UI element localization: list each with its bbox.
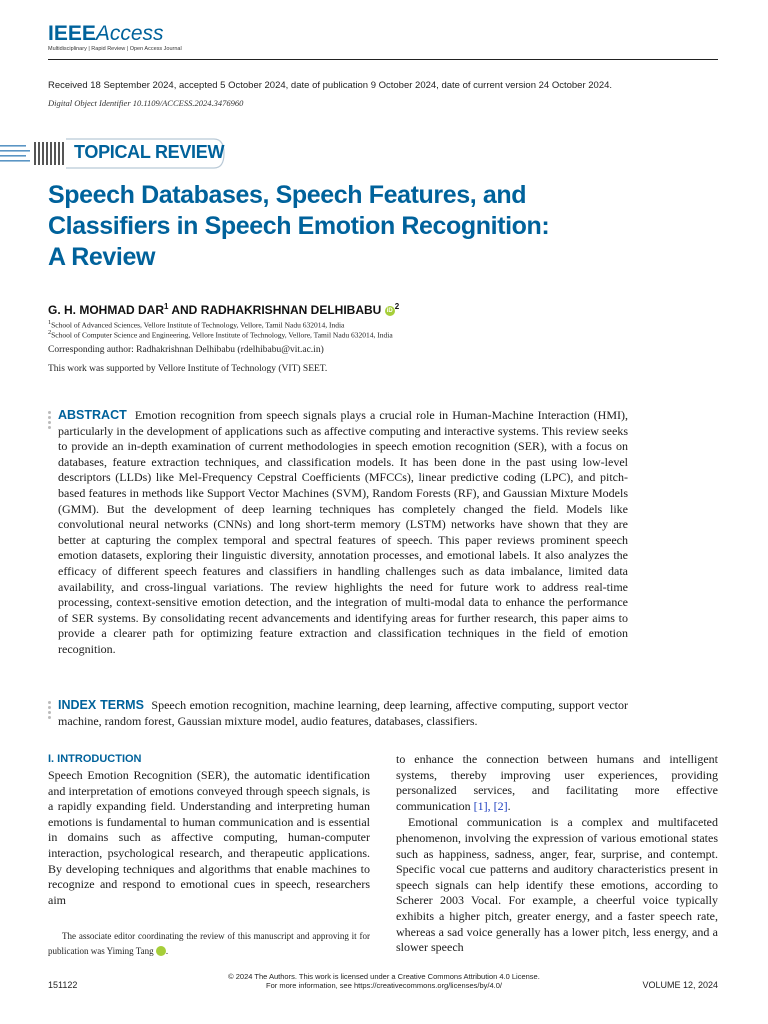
page-number: 151122 <box>48 980 78 990</box>
header-divider <box>48 59 718 60</box>
orcid-icon[interactable]: iD <box>156 946 166 956</box>
journal-logo <box>48 22 164 46</box>
citation-link[interactable]: [1], [2] <box>473 798 508 813</box>
affiliation: $^1$School of Advanced Sciences, Vellore Institute of Technology, Vellore, Tamil Nadu 632014, India <box>48 319 345 330</box>
review-type-label: TOPICAL REVIEW <box>74 142 225 162</box>
author-connector: AND <box>168 303 201 317</box>
index-terms-heading: INDEX TERMS <box>58 698 144 712</box>
logo-ieee: IEEE <box>48 22 96 45</box>
abstract-heading: ABSTRACT <box>58 408 127 422</box>
license-notice: © 2024 The Authors. This work is licensed under a Creative Commons Attribution 4.0 License. <box>228 972 540 981</box>
affiliation-marker: 1 <box>164 302 169 311</box>
funding-statement: This work was supported by Vellore Institute of Technology (VIT) SEET. <box>48 364 328 374</box>
paragraph: to enhance the connection between humans and intelligent systems, thereby improving user experiences, providing personalized services, and facilitating more effective communication [1], [2]. <box>396 752 718 813</box>
section-marker-icon <box>48 701 52 721</box>
author-name: RADHAKRISHNAN DELHIBABU <box>200 303 382 317</box>
body-text-right-column <box>396 752 718 956</box>
orcid-icon[interactable]: iD <box>386 308 393 314</box>
abstract-text: Emotion recognition from speech signals plays a crucial role in Human-Machine Interaction (HMI), particularly in the development of applications such as affective computing and interactive systems. This review seeks to provide an in-depth examination of current methodologies in speech emotion recognition (SER), with a focus on databases, feature extraction techniques, and classification models. It has been done in the past using low-level descriptors (LLDs) like Mel-Frequency Cepstral Coefficients (MFCCs), linear predictive coding (LPC), and pitch-based features in methods like Support Vector Machines (SVM), Random Forests (RF), and Gaussian Mixture Models (GMM). But the development of deep learning techniques has completely changed the field. Models like convolutional neural networks (CNNs) and long short-term memory (LSTM) networks have shown that they are better at capturing the complex temporal and spectral features of speech. This paper reviews prominent speech emotion datasets, exploring their linguistic diversity, annotation processes, and emotional labels. It also analyzes the efficacy of different speech features and classifiers in handling challenges such as data imbalance, limited data availability, and cross-lingual variations. The review highlights the need for future work to address real-time processing, context-sensitive emotion detection, and the integration of multi-modal data to enhance the performance of SER systems. By consolidating recent advancements and identifying areas for further research, this paper aims to provide a clearer path for optimizing feature extraction and classification techniques in the field of emotion recognition. <box>58 408 629 656</box>
author-list <box>48 302 399 317</box>
affiliation-marker: 2 <box>394 302 400 311</box>
doi: Digital Object Identifier 10.1109/ACCESS.2024.3476960 <box>48 98 244 108</box>
volume-label: VOLUME 12, 2024 <box>642 980 718 990</box>
body-text-left-column: Speech Emotion Recognition (SER), the automatic identification and interpretation of emotions conveyed through speech signals, is a rapidly expanding field. Understanding and interpreting human emotions is fundamental to human communication and is essential in domains such as affective computing, human-computer interaction, psychological research, and therapeutic applications. By developing techniques and algorithms that enable machines to recognize and respond to emotional cues in speech, researchers aim <box>48 768 370 907</box>
section-marker-icon <box>48 411 52 431</box>
abstract <box>58 408 628 658</box>
paragraph: Emotional communication is a complex and multifaceted phenomenon, involving the expression of various emotional states such as happiness, sadness, anger, fear, surprise, and contempt. Specific vocal cue patterns and auditory characteristics present in speech signals can help identify these emotions, according to Scherer 2003 Vocal. For example, a cheerful voice typically exhibits a higher pitch, greater energy, and a faster speech rate, whereas a sad voice generally has a lower pitch, less energy, and a slower speech <box>396 815 718 955</box>
author-name: G. H. MOHMAD DAR <box>48 303 164 317</box>
license-link[interactable]: For more information, see https://creativecommons.org/licenses/by/4.0/ <box>266 981 502 990</box>
editor-footnote: The associate editor coordinating the review of this manuscript and approving it for publication was Yiming Tang iD. <box>48 931 370 957</box>
section-heading: I. INTRODUCTION <box>48 753 142 765</box>
index-terms <box>58 698 628 729</box>
logo-tagline: Multidisciplinary | Rapid Review | Open Access Journal <box>48 46 182 52</box>
affiliation: $^2$School of Computer Science and Engineering, Vellore Institute of Technology, Vellore, Tamil Nadu 632014, India <box>48 329 393 340</box>
logo-access: Access <box>95 22 164 45</box>
publication-dates: Received 18 September 2024, accepted 5 October 2024, date of publication 9 October 2024, date of current version 24 October 2024. <box>48 80 613 91</box>
corresponding-author: Corresponding author: Radhakrishnan Delhibabu (rdelhibabu@vit.ac.in) <box>48 345 324 355</box>
paper-title: Speech Databases, Speech Features, and Classifiers in Speech Emotion Recognition: A Review <box>48 181 550 271</box>
index-terms-text: Speech emotion recognition, machine learning, deep learning, affective computing, support vector machine, random forest, Gaussian mixture model, audio features, databases, classifiers. <box>58 698 628 728</box>
